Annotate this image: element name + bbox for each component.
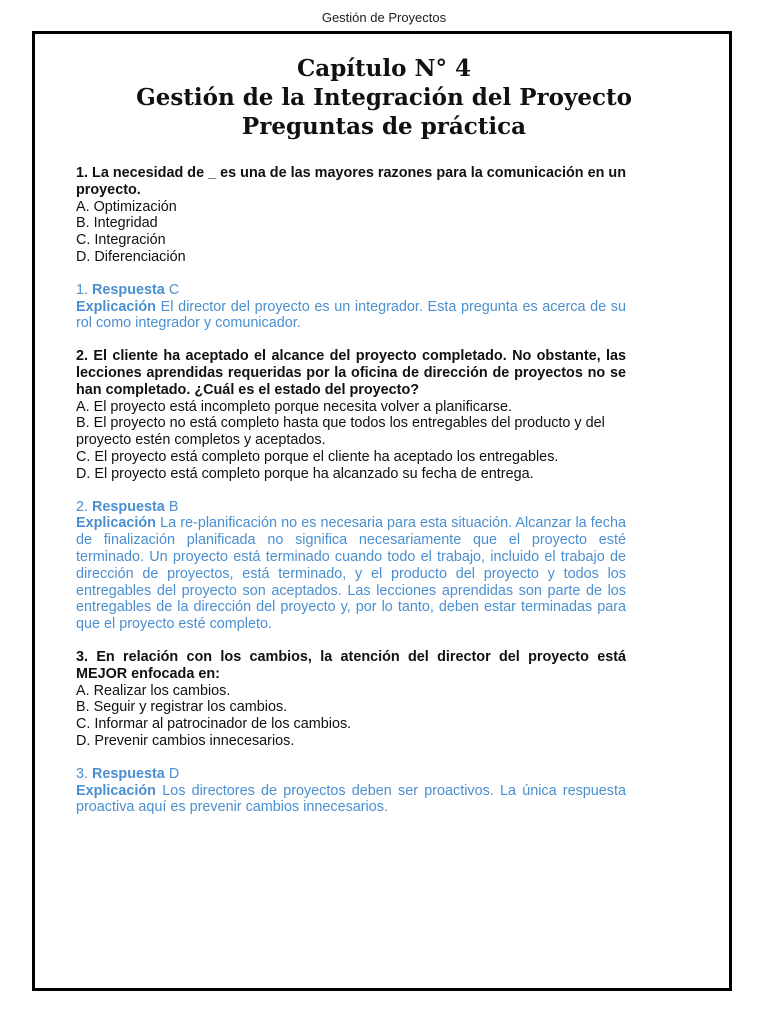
option: A. Optimización [76, 198, 177, 215]
answer-label: Respuesta [92, 498, 165, 515]
chapter-subtitle: Gestión de la Integración del Proyecto [136, 84, 632, 111]
explanation [76, 299, 626, 333]
document-body [76, 165, 626, 832]
answer-block [76, 282, 626, 332]
option: C. Informar al patrocinador de los cambios. [76, 716, 352, 733]
answer-number: 1. [76, 281, 89, 298]
question-block [76, 649, 626, 750]
section-title: Preguntas de práctica [241, 113, 527, 140]
question-block [76, 348, 626, 482]
explanation-label: Explicación [76, 782, 156, 799]
explanation-text: Los directores de proyectos deben ser proactivos. La única respuesta proactiva aquí es prevenir cambios innecesarios. [76, 782, 626, 816]
title-block [0, 54, 768, 141]
answer-letter: C [168, 281, 180, 298]
question-block [76, 165, 626, 266]
option: B. El proyecto no está completo hasta que todos los entregables del producto y del proyecto estén completos y aceptados. [76, 415, 605, 449]
explanation-label: Explicación [76, 298, 156, 315]
answer-number: 3. [76, 765, 89, 782]
option: C. El proyecto está completo porque el cliente ha aceptado los entregables. [76, 448, 559, 465]
answer-line [76, 499, 626, 516]
answer-label: Respuesta [92, 281, 165, 298]
question-text: 1. La necesidad de _ es una de las mayores razones para la comunicación en un proyecto. [76, 165, 626, 198]
answer-block [76, 766, 626, 816]
question-text: 2. El cliente ha aceptado el alcance del proyecto completado. No obstante, las lecciones aprendidas requeridas por la oficina de dirección de proyectos no se han completado. ¿Cuál es el estado del proyecto? [76, 348, 626, 398]
chapter-title: Capítulo N° 4 [297, 55, 471, 82]
option: D. Prevenir cambios innecesarios. [76, 732, 295, 749]
option: A. Realizar los cambios. [76, 682, 231, 699]
question-text: 3. En relación con los cambios, la atención del director del proyecto está MEJOR enfocada en: [76, 648, 626, 682]
answer-label: Respuesta [92, 765, 165, 782]
answer-letter: B [168, 498, 179, 515]
option: B. Integridad [76, 215, 158, 232]
explanation [76, 515, 626, 633]
answer-line [76, 282, 626, 299]
explanation-text: La re-planificación no es necesaria para esta situación. Alcanzar la fecha de finalización planificada no significa necesariamente que el proyecto esté terminado. Un proyecto está terminado cuando todo el trabajo, incluido el trabajo de dirección de proyectos, está terminado, y el producto del proyecto y todos los entregables del proyecto son aceptados. Las lecciones aprendidas son parte de los entregables de la dirección del proyecto y, por lo tanto, deben estar terminadas para que el proyecto esté completo. [76, 515, 627, 633]
option: D. El proyecto está completo porque ha alcanzado su fecha de entrega. [76, 465, 534, 482]
option: D. Diferenciación [76, 248, 186, 265]
explanation-label: Explicación [76, 515, 156, 532]
explanation-text: El director del proyecto es un integrador. Esta pregunta es acerca de su rol como integrador y comunicador. [76, 298, 626, 332]
answer-block [76, 499, 626, 633]
answer-line [76, 766, 626, 783]
answer-number: 2. [76, 498, 89, 515]
answer-letter: D [168, 765, 180, 782]
explanation [76, 783, 626, 817]
option: B. Seguir y registrar los cambios. [76, 699, 288, 716]
option: C. Integración [76, 232, 166, 249]
running-header: Gestión de Proyectos [321, 10, 447, 25]
option: A. El proyecto está incompleto porque necesita volver a planificarse. [76, 398, 512, 415]
